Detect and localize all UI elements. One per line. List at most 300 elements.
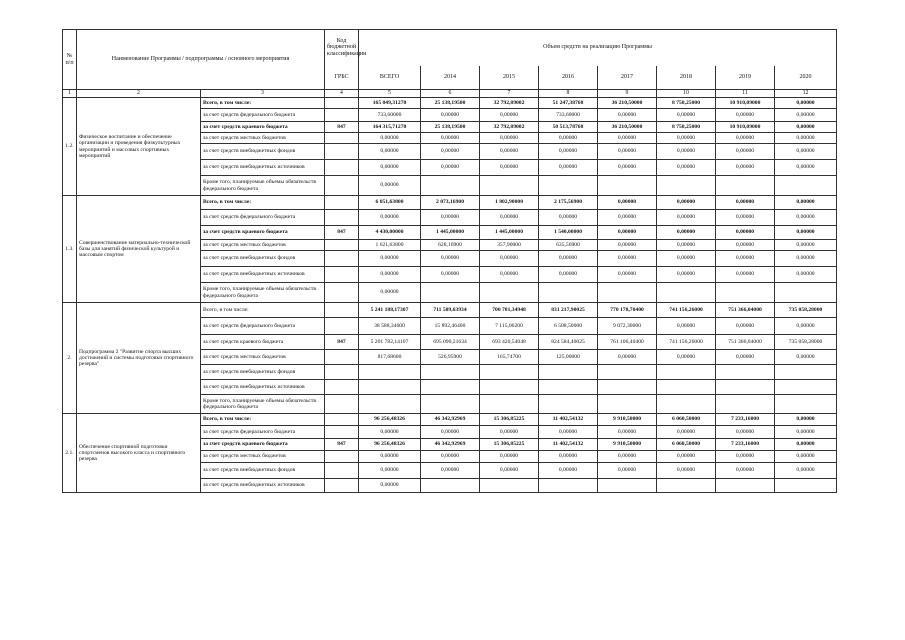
amount-cell: 0,00000 <box>359 210 421 226</box>
amount-cell: 0,00000 <box>775 414 837 426</box>
grbs-code <box>325 98 359 109</box>
amount-cell: 0,00000 <box>480 426 539 439</box>
amount-cell: 0,00000 <box>657 240 716 251</box>
grbs-code <box>325 240 359 251</box>
source-label: за счет средств внебюджетных фондов <box>201 463 325 479</box>
grbs-code <box>325 303 359 318</box>
amount-cell: 733,60000 <box>539 109 598 122</box>
amount-cell: 4 430,00000 <box>359 226 421 240</box>
amount-cell <box>480 479 539 493</box>
amount-cell <box>598 283 657 303</box>
source-label: Кроме того, планируемые объемы обязательств федерального бюджета <box>201 176 325 196</box>
amount-cell: 0,00000 <box>539 251 598 267</box>
grbs-code <box>325 251 359 267</box>
amount-cell: 693 420,54048 <box>480 335 539 350</box>
header-no: № п/п <box>63 30 77 90</box>
amount-cell: 700 701,34948 <box>480 303 539 318</box>
amount-cell: 0,00000 <box>775 98 837 109</box>
amount-cell: 0,00000 <box>598 144 657 160</box>
grbs-code <box>325 144 359 160</box>
amount-cell <box>359 365 421 380</box>
amount-cell: 0,00000 <box>359 251 421 267</box>
amount-cell: 0,00000 <box>775 318 837 335</box>
amount-cell: 770 178,70400 <box>598 303 657 318</box>
amount-cell: 0,00000 <box>421 210 480 226</box>
item-name: Подпрограмма 2 "Развитие спорта высших достижений и системы подготовки спортивного резерва" <box>77 303 201 414</box>
amount-cell: 1 445,00000 <box>480 226 539 240</box>
amount-cell <box>421 479 480 493</box>
source-label: Всего, в том числе: <box>201 414 325 426</box>
column-number-row <box>63 90 837 98</box>
amount-cell: 0,00000 <box>539 133 598 144</box>
amount-cell: 0,00000 <box>359 176 421 196</box>
amount-cell: 0,00000 <box>359 160 421 176</box>
column-number: 10 <box>657 90 716 98</box>
amount-cell: 0,00000 <box>598 267 657 283</box>
amount-cell: 38 588,34600 <box>359 318 421 335</box>
amount-cell: 628,16900 <box>421 240 480 251</box>
amount-cell <box>775 395 837 414</box>
amount-cell: 0,00000 <box>775 109 837 122</box>
column-number: 3 <box>201 90 325 98</box>
item-number: 1.3. <box>63 196 77 303</box>
amount-cell: 0,00000 <box>359 463 421 479</box>
amount-cell: 0,00000 <box>359 267 421 283</box>
amount-cell: 164 315,71270 <box>359 122 421 133</box>
amount-cell: 6 060,50000 <box>657 414 716 426</box>
item-name: Обеспечение спортивной подготовки спортсменов высокого класса и спортивного резерва <box>77 414 201 493</box>
amount-cell: 0,00000 <box>480 463 539 479</box>
amount-cell: 0,00000 <box>480 160 539 176</box>
grbs-code <box>325 350 359 365</box>
amount-cell: 0,00000 <box>598 451 657 463</box>
amount-cell <box>716 380 775 395</box>
grbs-code <box>325 426 359 439</box>
table-row <box>63 414 837 426</box>
amount-cell: 751 366,04000 <box>716 303 775 318</box>
amount-cell: 0,00000 <box>775 350 837 365</box>
amount-cell: 0,00000 <box>421 426 480 439</box>
amount-cell: 526,95900 <box>421 350 480 365</box>
source-label: за счет средств внебюджетных источников <box>201 380 325 395</box>
source-label: за счет средств федерального бюджета <box>201 318 325 335</box>
amount-cell: 0,00000 <box>598 426 657 439</box>
amount-cell: 0,00000 <box>359 144 421 160</box>
amount-cell: 831 217,90025 <box>539 303 598 318</box>
amount-cell: 9 910,50000 <box>598 439 657 451</box>
amount-cell: 25 138,19500 <box>421 98 480 109</box>
amount-cell: 0,00000 <box>657 318 716 335</box>
amount-cell <box>716 176 775 196</box>
amount-cell: 7 233,16000 <box>716 439 775 451</box>
grbs-code <box>325 283 359 303</box>
amount-cell <box>480 365 539 380</box>
amount-cell: 0,00000 <box>598 251 657 267</box>
source-label: за счет средств внебюджетных фондов <box>201 365 325 380</box>
amount-cell: 7 115,06200 <box>480 318 539 335</box>
amount-cell: 751 366,04000 <box>716 335 775 350</box>
amount-cell: 0,00000 <box>598 196 657 210</box>
amount-cell: 0,00000 <box>716 226 775 240</box>
item-name: Совершенствование материально-технической базы для занятий физической культурой и массовым спортом <box>77 196 201 303</box>
amount-cell: 0,00000 <box>359 479 421 493</box>
amount-cell: 0,00000 <box>716 350 775 365</box>
amount-cell: 0,00000 <box>539 463 598 479</box>
header-year-2016: 2016 <box>539 66 598 90</box>
amount-cell: 0,00000 <box>716 160 775 176</box>
amount-cell: 0,00000 <box>775 240 837 251</box>
source-label: за счет средств местных бюджетов <box>201 350 325 365</box>
amount-cell: 96 256,48326 <box>359 414 421 426</box>
amount-cell: 0,00000 <box>775 160 837 176</box>
amount-cell: 36 210,50000 <box>598 122 657 133</box>
amount-cell: 741 156,26000 <box>657 335 716 350</box>
source-label: Кроме того, планируемые объемы обязательств федерального бюджета <box>201 395 325 414</box>
amount-cell: 6 508,50000 <box>539 318 598 335</box>
amount-cell: 711 509,63934 <box>421 303 480 318</box>
amount-cell <box>716 365 775 380</box>
amount-cell <box>716 479 775 493</box>
amount-cell: 0,00000 <box>775 439 837 451</box>
source-label: за счет средств внебюджетных источников <box>201 160 325 176</box>
amount-cell: 0,00000 <box>480 451 539 463</box>
amount-cell <box>480 283 539 303</box>
amount-cell: 0,00000 <box>657 109 716 122</box>
amount-cell: 11 402,54132 <box>539 414 598 426</box>
amount-cell <box>598 176 657 196</box>
amount-cell: 46 342,92969 <box>421 414 480 426</box>
amount-cell: 11 402,54132 <box>539 439 598 451</box>
grbs-code <box>325 479 359 493</box>
amount-cell: 0,00000 <box>480 133 539 144</box>
amount-cell: 0,00000 <box>480 144 539 160</box>
source-label: за счет средств местных бюджетов <box>201 451 325 463</box>
amount-cell <box>775 380 837 395</box>
amount-cell: 0,00000 <box>716 240 775 251</box>
amount-cell: 0,00000 <box>598 463 657 479</box>
amount-cell: 0,00000 <box>716 109 775 122</box>
amount-cell <box>421 176 480 196</box>
amount-cell <box>657 380 716 395</box>
amount-cell: 0,00000 <box>539 210 598 226</box>
amount-cell <box>480 395 539 414</box>
grbs-code <box>325 463 359 479</box>
grbs-code <box>325 318 359 335</box>
grbs-code: 847 <box>325 226 359 240</box>
grbs-code <box>325 380 359 395</box>
amount-cell: 0,00000 <box>359 426 421 439</box>
amount-cell: 25 138,19500 <box>421 122 480 133</box>
grbs-code <box>325 109 359 122</box>
amount-cell <box>657 395 716 414</box>
header-year-2017: 2017 <box>598 66 657 90</box>
header-year-2015: 2015 <box>480 66 539 90</box>
amount-cell: 0,00000 <box>598 350 657 365</box>
amount-cell <box>480 380 539 395</box>
source-label: за счет средств внебюджетных фондов <box>201 144 325 160</box>
amount-cell: 8 750,25000 <box>657 122 716 133</box>
amount-cell: 0,00000 <box>359 133 421 144</box>
amount-cell <box>775 479 837 493</box>
amount-cell <box>598 479 657 493</box>
amount-cell: 0,00000 <box>421 160 480 176</box>
amount-cell: 0,00000 <box>775 267 837 283</box>
grbs-code <box>325 133 359 144</box>
amount-cell: 9 072,30000 <box>598 318 657 335</box>
item-number: 2.1. <box>63 414 77 493</box>
source-label: Всего, в том числе: <box>201 196 325 210</box>
source-label: за счет средств внебюджетных фондов <box>201 251 325 267</box>
source-label: за счет средств местных бюджетов <box>201 240 325 251</box>
amount-cell <box>480 176 539 196</box>
amount-cell <box>775 176 837 196</box>
column-number: 1 <box>63 90 77 98</box>
amount-cell: 0,00000 <box>480 251 539 267</box>
amount-cell: 0,00000 <box>716 463 775 479</box>
amount-cell <box>359 380 421 395</box>
amount-cell <box>657 479 716 493</box>
amount-cell: 5 241 188,17307 <box>359 303 421 318</box>
amount-cell: 1 802,90000 <box>480 196 539 210</box>
amount-cell: 0,00000 <box>775 210 837 226</box>
source-label: за счет средств федерального бюджета <box>201 109 325 122</box>
column-number: 9 <box>598 90 657 98</box>
amount-cell: 0,00000 <box>480 109 539 122</box>
source-label: Кроме того, планируемые объемы обязательств федерального бюджета <box>201 283 325 303</box>
amount-cell: 5 201 782,14107 <box>359 335 421 350</box>
amount-cell: 735 058,28000 <box>775 335 837 350</box>
grbs-code <box>325 451 359 463</box>
header-grbs: ГРБС <box>325 66 359 90</box>
amount-cell <box>598 380 657 395</box>
amount-cell: 0,00000 <box>657 133 716 144</box>
grbs-code <box>325 210 359 226</box>
amount-cell: 0,00000 <box>359 283 421 303</box>
amount-cell: 0,00000 <box>716 251 775 267</box>
amount-cell: 0,00000 <box>657 226 716 240</box>
grbs-code: 847 <box>325 335 359 350</box>
amount-cell: 165 049,31270 <box>359 98 421 109</box>
column-number: 6 <box>421 90 480 98</box>
amount-cell <box>539 365 598 380</box>
amount-cell: 824 584,40025 <box>539 335 598 350</box>
amount-cell <box>539 479 598 493</box>
amount-cell: 0,00000 <box>657 267 716 283</box>
amount-cell <box>539 395 598 414</box>
amount-cell: 15 306,85225 <box>480 414 539 426</box>
amount-cell <box>598 365 657 380</box>
amount-cell: 0,00000 <box>775 226 837 240</box>
column-number: 4 <box>325 90 359 98</box>
amount-cell: 0,00000 <box>716 196 775 210</box>
amount-cell: 51 247,38768 <box>539 98 598 109</box>
source-label: за счет средств краевого бюджета <box>201 439 325 451</box>
amount-cell <box>775 283 837 303</box>
amount-cell: 6 051,63800 <box>359 196 421 210</box>
amount-cell: 0,00000 <box>657 144 716 160</box>
amount-cell <box>421 380 480 395</box>
amount-cell <box>421 283 480 303</box>
source-label: за счет средств федерального бюджета <box>201 426 325 439</box>
item-number: 2. <box>63 303 77 414</box>
amount-cell: 0,00000 <box>657 251 716 267</box>
amount-cell: 0,00000 <box>421 267 480 283</box>
amount-cell <box>657 283 716 303</box>
amount-cell: 125,00000 <box>539 350 598 365</box>
amount-cell: 0,00000 <box>480 267 539 283</box>
amount-cell: 0,00000 <box>775 451 837 463</box>
amount-cell <box>539 283 598 303</box>
table-row <box>63 303 837 318</box>
column-number: 5 <box>359 90 421 98</box>
grbs-code <box>325 365 359 380</box>
amount-cell: 0,00000 <box>539 426 598 439</box>
amount-cell: 0,00000 <box>657 451 716 463</box>
amount-cell: 36 210,50000 <box>598 98 657 109</box>
amount-cell <box>598 395 657 414</box>
amount-cell <box>421 365 480 380</box>
amount-cell: 761 106,40400 <box>598 335 657 350</box>
amount-cell: 46 342,92969 <box>421 439 480 451</box>
amount-cell: 32 792,89002 <box>480 122 539 133</box>
header-year-2020: 2020 <box>775 66 837 90</box>
item-number: 1.2. <box>63 98 77 196</box>
header-name: Наименование Программы / подпрограммы / основного мероприятия <box>77 30 325 90</box>
column-number: 2 <box>77 90 201 98</box>
amount-cell: 7 233,16000 <box>716 414 775 426</box>
amount-cell <box>775 365 837 380</box>
amount-cell: 0,00000 <box>359 451 421 463</box>
table-row <box>63 196 837 210</box>
amount-cell: 0,00000 <box>775 144 837 160</box>
header-volume: Объем средств на реализацию Программы <box>359 30 837 66</box>
column-number: 7 <box>480 90 539 98</box>
amount-cell: 1 621,63800 <box>359 240 421 251</box>
amount-cell: 0,00000 <box>421 451 480 463</box>
source-label: за счет средств краевого бюджета <box>201 122 325 133</box>
amount-cell: 0,00000 <box>716 210 775 226</box>
amount-cell: 6 060,50000 <box>657 439 716 451</box>
source-label: за счет средств внебюджетных источников <box>201 267 325 283</box>
budget-table <box>62 29 837 493</box>
table-row <box>63 98 837 109</box>
amount-cell <box>657 176 716 196</box>
amount-cell: 0,00000 <box>775 122 837 133</box>
amount-cell <box>657 365 716 380</box>
amount-cell: 0,00000 <box>598 109 657 122</box>
amount-cell: 741 156,26000 <box>657 303 716 318</box>
source-label: за счет средств внебюджетных источников <box>201 479 325 493</box>
header-year-2014: 2014 <box>421 66 480 90</box>
amount-cell: 0,00000 <box>775 133 837 144</box>
grbs-code <box>325 414 359 426</box>
amount-cell: 0,00000 <box>598 240 657 251</box>
source-label: за счет средств местных бюджетов <box>201 133 325 144</box>
amount-cell: 0,00000 <box>657 210 716 226</box>
amount-cell: 165,74700 <box>480 350 539 365</box>
amount-cell: 635,56900 <box>539 240 598 251</box>
header-year-2018: 2018 <box>657 66 716 90</box>
grbs-code <box>325 267 359 283</box>
amount-cell: 15 306,85225 <box>480 439 539 451</box>
amount-cell <box>539 380 598 395</box>
amount-cell: 0,00000 <box>657 196 716 210</box>
grbs-code <box>325 196 359 210</box>
amount-cell: 0,00000 <box>716 451 775 463</box>
amount-cell: 0,00000 <box>657 426 716 439</box>
amount-cell: 96 256,48326 <box>359 439 421 451</box>
header-code: Код бюджетной классификации <box>325 30 359 66</box>
amount-cell: 0,00000 <box>716 318 775 335</box>
amount-cell: 1 540,00000 <box>539 226 598 240</box>
amount-cell: 0,00000 <box>539 267 598 283</box>
amount-cell: 2 073,16900 <box>421 196 480 210</box>
amount-cell: 733,60000 <box>359 109 421 122</box>
amount-cell: 0,00000 <box>480 210 539 226</box>
source-label: за счет средств краевого бюджета <box>201 335 325 350</box>
amount-cell: 8 750,25000 <box>657 98 716 109</box>
grbs-code <box>325 176 359 196</box>
amount-cell: 0,00000 <box>598 133 657 144</box>
amount-cell: 0,00000 <box>539 160 598 176</box>
amount-cell: 0,00000 <box>716 267 775 283</box>
source-label: за счет средств федерального бюджета <box>201 210 325 226</box>
amount-cell: 0,00000 <box>421 463 480 479</box>
amount-cell: 0,00000 <box>421 144 480 160</box>
amount-cell: 0,00000 <box>775 251 837 267</box>
amount-cell: 695 090,21634 <box>421 335 480 350</box>
grbs-code: 847 <box>325 439 359 451</box>
amount-cell: 0,00000 <box>775 426 837 439</box>
amount-cell: 0,00000 <box>598 160 657 176</box>
grbs-code <box>325 160 359 176</box>
amount-cell <box>716 395 775 414</box>
grbs-code <box>325 395 359 414</box>
amount-cell: 0,00000 <box>657 463 716 479</box>
amount-cell: 9 910,50000 <box>598 414 657 426</box>
amount-cell: 0,00000 <box>421 251 480 267</box>
amount-cell: 0,00000 <box>716 426 775 439</box>
amount-cell: 0,00000 <box>421 109 480 122</box>
source-label: Всего, в том числе: <box>201 98 325 109</box>
amount-cell: 0,00000 <box>539 451 598 463</box>
amount-cell: 0,00000 <box>716 133 775 144</box>
amount-cell: 357,90000 <box>480 240 539 251</box>
amount-cell: 0,00000 <box>775 463 837 479</box>
amount-cell <box>359 395 421 414</box>
amount-cell: 10 910,09000 <box>716 98 775 109</box>
amount-cell <box>716 283 775 303</box>
amount-cell: 1 445,00000 <box>421 226 480 240</box>
item-name: Физическое воспитание и обеспечение организации и проведения физкультурных мероприятий и массовых спортивных мероприятий <box>77 98 201 196</box>
amount-cell: 0,00000 <box>716 144 775 160</box>
amount-cell: 15 892,46400 <box>421 318 480 335</box>
column-number: 8 <box>539 90 598 98</box>
amount-cell <box>539 176 598 196</box>
amount-cell: 10 910,09000 <box>716 122 775 133</box>
source-label: Всего, в том числе: <box>201 303 325 318</box>
amount-cell: 735 058,28000 <box>775 303 837 318</box>
amount-cell: 0,00000 <box>598 226 657 240</box>
amount-cell: 817,68600 <box>359 350 421 365</box>
amount-cell: 0,00000 <box>657 160 716 176</box>
header-year-2019: 2019 <box>716 66 775 90</box>
amount-cell: 0,00000 <box>598 210 657 226</box>
column-number: 11 <box>716 90 775 98</box>
amount-cell <box>421 395 480 414</box>
amount-cell: 0,00000 <box>421 133 480 144</box>
amount-cell: 32 792,89002 <box>480 98 539 109</box>
